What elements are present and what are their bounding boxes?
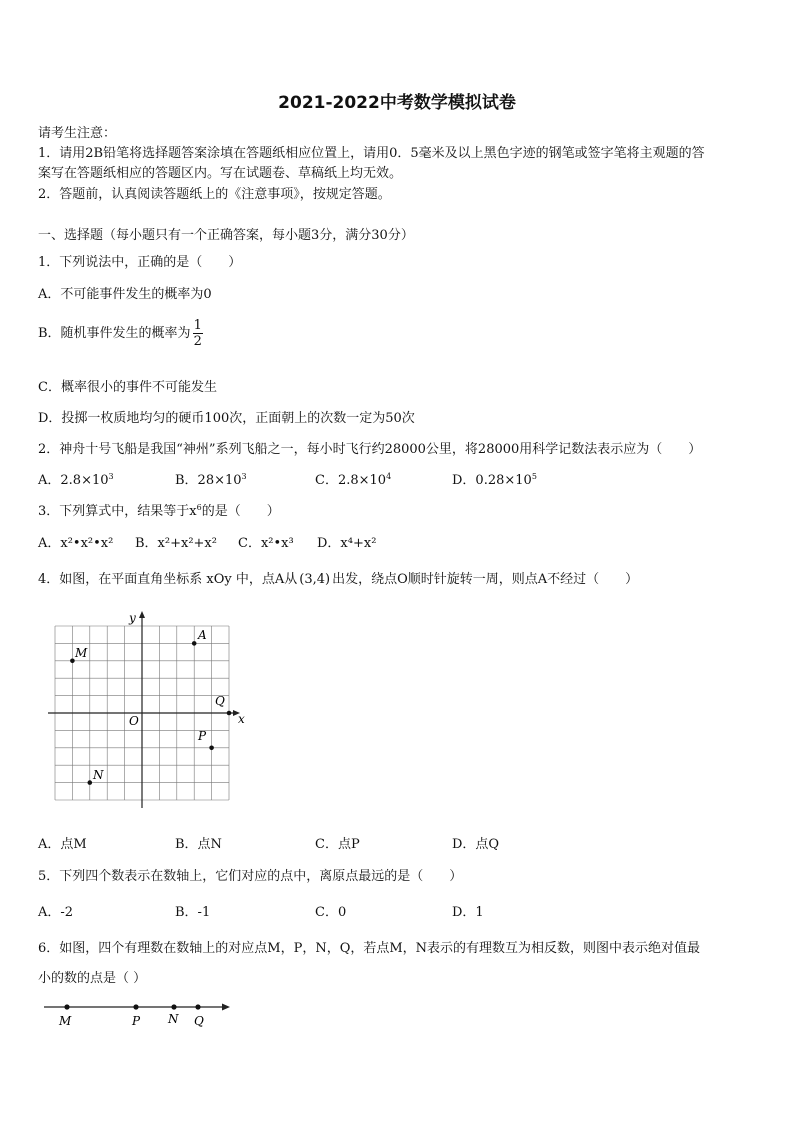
- q4-option-b: B．点N: [175, 837, 222, 852]
- q4-stem-coordinate: (3,4): [299, 572, 331, 587]
- notice-line-1a: 1．请用2B铅笔将选择题答案涂填在答题纸相应位置上，请用0．5毫米及以上黑色字迹的钢笔或签字笔将主观题的答: [38, 146, 705, 161]
- q1-stem: 1．下列说法中，正确的是（ ）: [38, 255, 242, 270]
- q3-stem-exp: 6: [196, 503, 202, 512]
- point-p: [209, 746, 214, 751]
- q6-stem-line-2: 小的数的点是（ ）: [38, 971, 147, 986]
- q3-option-b: B．x²+x²+x²: [135, 536, 217, 551]
- point-n: [171, 1004, 176, 1009]
- q2-stem: 2．神舟十号飞船是我国“神州”系列飞船之一，每小时飞行约28000公里，将28000用科学记数法表示应为（ ）: [38, 442, 702, 457]
- q2-option-d-base: D．0.28×10: [452, 473, 532, 488]
- q3-stem-post: 的是（ ）: [201, 504, 280, 519]
- q5-stem: 5．下列四个数表示在数轴上，它们对应的点中，离原点最远的是（ ）: [38, 869, 463, 884]
- q4-stem-pre: 4．如图，在平面直角坐标系 xOy 中，点A从: [38, 572, 298, 587]
- q4-option-a: A．点M: [38, 837, 87, 852]
- page-title: 2021-2022中考数学模拟试卷: [278, 93, 516, 113]
- point-m: [64, 1004, 69, 1009]
- q1-option-c: C．概率很小的事件不可能发生: [38, 380, 217, 395]
- q6-stem-line-1: 6．如图，四个有理数在数轴上的对应点M，P，N，Q，若点M，N表示的有理数互为相反数，则图中表示绝对值最: [38, 941, 701, 956]
- origin-label: O: [129, 714, 139, 728]
- q2-option-b: [175, 469, 247, 488]
- number-line-arrow-icon: [222, 1004, 230, 1011]
- notice-line-1b: 案写在答题纸相应的答题区内。写在试题卷、草稿纸上均无效。: [38, 166, 403, 181]
- point-q: [195, 1004, 200, 1009]
- fraction-numerator: 1: [193, 318, 202, 333]
- point-q: [227, 711, 232, 716]
- point-n: [88, 780, 93, 785]
- section-heading: 一、选择题（每小题只有一个正确答案，每小题3分，满分30分）: [38, 228, 414, 243]
- q3-stem: [38, 500, 280, 519]
- q2-option-a-base: A．2.8×10: [38, 473, 109, 488]
- q4-option-d: D．点Q: [452, 837, 500, 852]
- q5-option-c: C．0: [315, 905, 347, 920]
- q3-option-c: C．x²•x³: [238, 536, 294, 551]
- x-axis-label: x: [238, 712, 245, 726]
- q2-option-a: [38, 469, 114, 488]
- y-axis-label: y: [129, 611, 136, 625]
- point-q-label: Q: [194, 1014, 204, 1028]
- q3-option-a: A．x²•x²•x²: [38, 536, 114, 551]
- q1-option-b: [38, 318, 203, 349]
- point-n-label: N: [93, 768, 104, 782]
- q1-option-a: A．不可能事件发生的概率为0: [38, 287, 212, 302]
- number-line-figure: [40, 995, 240, 1031]
- point-n-label: N: [168, 1012, 179, 1026]
- notice-heading: 请考生注意：: [38, 126, 117, 141]
- q4-stem: [38, 568, 638, 587]
- q1-option-b-text: B．随机事件发生的概率为: [38, 326, 191, 341]
- point-m-label: M: [59, 1014, 72, 1028]
- q3-option-d: D．x⁴+x²: [317, 536, 377, 551]
- q3-stem-pre: 3．下列算式中，结果等于x: [38, 504, 197, 519]
- point-p: [133, 1004, 138, 1009]
- q2-option-b-exp: 3: [241, 472, 247, 481]
- point-m: [70, 659, 75, 664]
- coordinate-grid-figure: [44, 607, 254, 812]
- point-m-label: M: [75, 646, 88, 660]
- notice-line-2: 2．答题前，认真阅读答题纸上的《注意事项》，按规定答题。: [38, 187, 391, 202]
- q2-option-b-base: B．28×10: [175, 473, 242, 488]
- q2-option-a-exp: 3: [108, 472, 114, 481]
- q4-stem-post: 出发，绕点O顺时针旋转一周，则点A不经过（ ）: [332, 572, 639, 587]
- q2-option-d-exp: 5: [531, 472, 537, 481]
- q5-option-b: B．-1: [175, 905, 211, 920]
- point-p-label: P: [132, 1014, 141, 1028]
- point-p-label: P: [198, 729, 207, 743]
- point-a: [192, 641, 197, 646]
- point-q-label: Q: [215, 694, 225, 708]
- q5-option-d: D．1: [452, 905, 484, 920]
- q2-option-c-base: C．2.8×10: [315, 473, 387, 488]
- fraction-denominator: 2: [193, 334, 202, 349]
- q2-option-d: [452, 469, 537, 488]
- q1-option-d: D．投掷一枚质地均匀的硬币100次，正面朝上的次数一定为50次: [38, 411, 415, 426]
- q2-option-c-exp: 4: [386, 472, 392, 481]
- q4-option-c: C．点P: [315, 837, 360, 852]
- point-a-label: A: [198, 628, 207, 642]
- q2-option-c: [315, 469, 391, 488]
- y-axis-arrow-icon: [139, 611, 145, 618]
- fraction: [193, 318, 203, 349]
- q5-option-a: A．-2: [38, 905, 74, 920]
